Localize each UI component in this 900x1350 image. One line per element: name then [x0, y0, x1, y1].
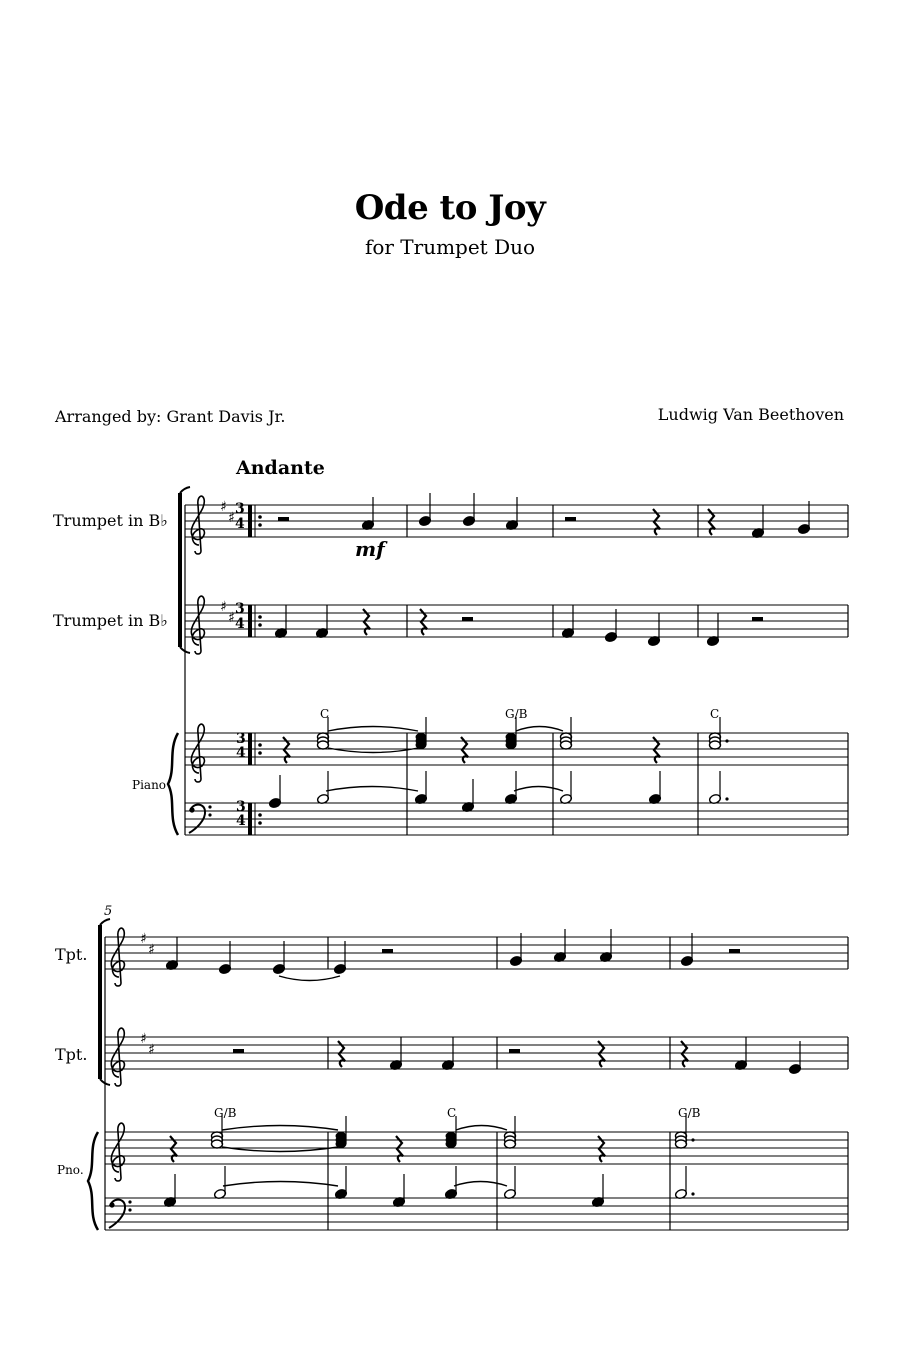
score-subtitle: for Trumpet Duo [364, 235, 536, 259]
time-sig-bottom: 4 [236, 813, 246, 829]
piano-brace [168, 733, 178, 835]
tie [222, 1126, 338, 1131]
instrument-label-piano-short: Pno. [57, 1163, 84, 1177]
key-signature-sharp: ♯ [140, 1031, 147, 1047]
repeat-dot [258, 615, 262, 619]
tempo-marking: Andante [236, 457, 325, 479]
dot [691, 1192, 694, 1195]
chord-note [676, 1140, 687, 1148]
staff-lines [105, 505, 848, 1230]
dynamic-marking: mf [355, 537, 385, 561]
bass-clef-dot [208, 813, 211, 816]
chord-note [505, 1140, 516, 1148]
bass-clef-dot [208, 805, 211, 808]
half-rest [565, 517, 576, 521]
chord-symbol: G/B [214, 1106, 237, 1120]
repeat-dot [258, 523, 262, 527]
key-signature-sharp: ♯ [220, 499, 227, 515]
tie [514, 787, 563, 792]
chord-note [212, 1140, 223, 1148]
key-signature-sharp: ♯ [148, 1042, 155, 1058]
time-sig-bottom: 4 [236, 745, 246, 761]
chord-note [710, 741, 721, 749]
system-bracket [100, 919, 110, 925]
notation-marks [88, 487, 848, 1230]
chord-note [506, 741, 517, 749]
tie [516, 727, 563, 732]
bass-clef-dot [109, 1202, 114, 1207]
instrument-label-trumpet-2: Trumpet in B♭ [53, 611, 168, 630]
time-sig-top: 3 [236, 799, 246, 815]
bass-clef-dot [128, 1208, 131, 1211]
system-bracket [180, 487, 190, 493]
instrument-label-piano: Piano [132, 778, 167, 792]
chord-symbol: G/B [505, 707, 528, 721]
piano-brace [88, 1132, 98, 1230]
half-rest [729, 949, 740, 953]
chord-note [318, 741, 329, 749]
key-signature-sharp: ♯ [220, 599, 227, 615]
chord-symbol: G/B [678, 1106, 701, 1120]
chord-note [561, 741, 572, 749]
bass-clef-dot [128, 1200, 131, 1203]
time-sig-bottom: 4 [235, 516, 245, 532]
half-rest [462, 617, 473, 621]
repeat-dot [258, 813, 262, 817]
repeat-dot [258, 821, 262, 825]
dot [725, 797, 728, 800]
half-rest [382, 949, 393, 953]
score-title: Ode to Joy [354, 188, 546, 228]
key-signature-sharp: ♯ [228, 610, 235, 626]
key-signature-sharp: ♯ [148, 942, 155, 958]
repeat-dot [258, 743, 262, 747]
time-sig-top: 3 [235, 501, 245, 517]
time-sig-top: 3 [235, 601, 245, 617]
dot [691, 1138, 694, 1141]
repeat-dot [258, 751, 262, 755]
half-rest [233, 1049, 244, 1053]
instrument-label-trumpet-1-short: Tpt. [55, 945, 88, 964]
half-rest [752, 617, 763, 621]
time-sig-top: 3 [236, 731, 246, 747]
half-rest [278, 517, 289, 521]
chord-symbol: C [320, 707, 330, 721]
dot [725, 739, 728, 742]
bass-clef-dot [189, 807, 194, 812]
tie [279, 976, 340, 981]
tie [456, 1126, 507, 1131]
instrument-label-trumpet-1: Trumpet in B♭ [53, 511, 168, 530]
composer-credit: Ludwig Van Beethoven [657, 405, 844, 424]
key-signature-sharp: ♯ [140, 931, 147, 947]
chord-symbol: C [447, 1106, 457, 1120]
repeat-dot [258, 623, 262, 627]
key-signature-sharp: ♯ [228, 510, 235, 526]
measure-number: 5 [104, 904, 113, 919]
tie [328, 727, 418, 732]
repeat-dot [258, 515, 262, 519]
tie [326, 787, 418, 792]
arranger-credit: Arranged by: Grant Davis Jr. [55, 407, 286, 426]
tie [454, 1182, 507, 1187]
tie [223, 1182, 338, 1187]
instrument-label-trumpet-2-short: Tpt. [55, 1045, 88, 1064]
time-sig-bottom: 4 [235, 616, 245, 632]
half-rest [509, 1049, 520, 1053]
chord-note [446, 1140, 457, 1148]
chord-symbol: C [710, 707, 720, 721]
